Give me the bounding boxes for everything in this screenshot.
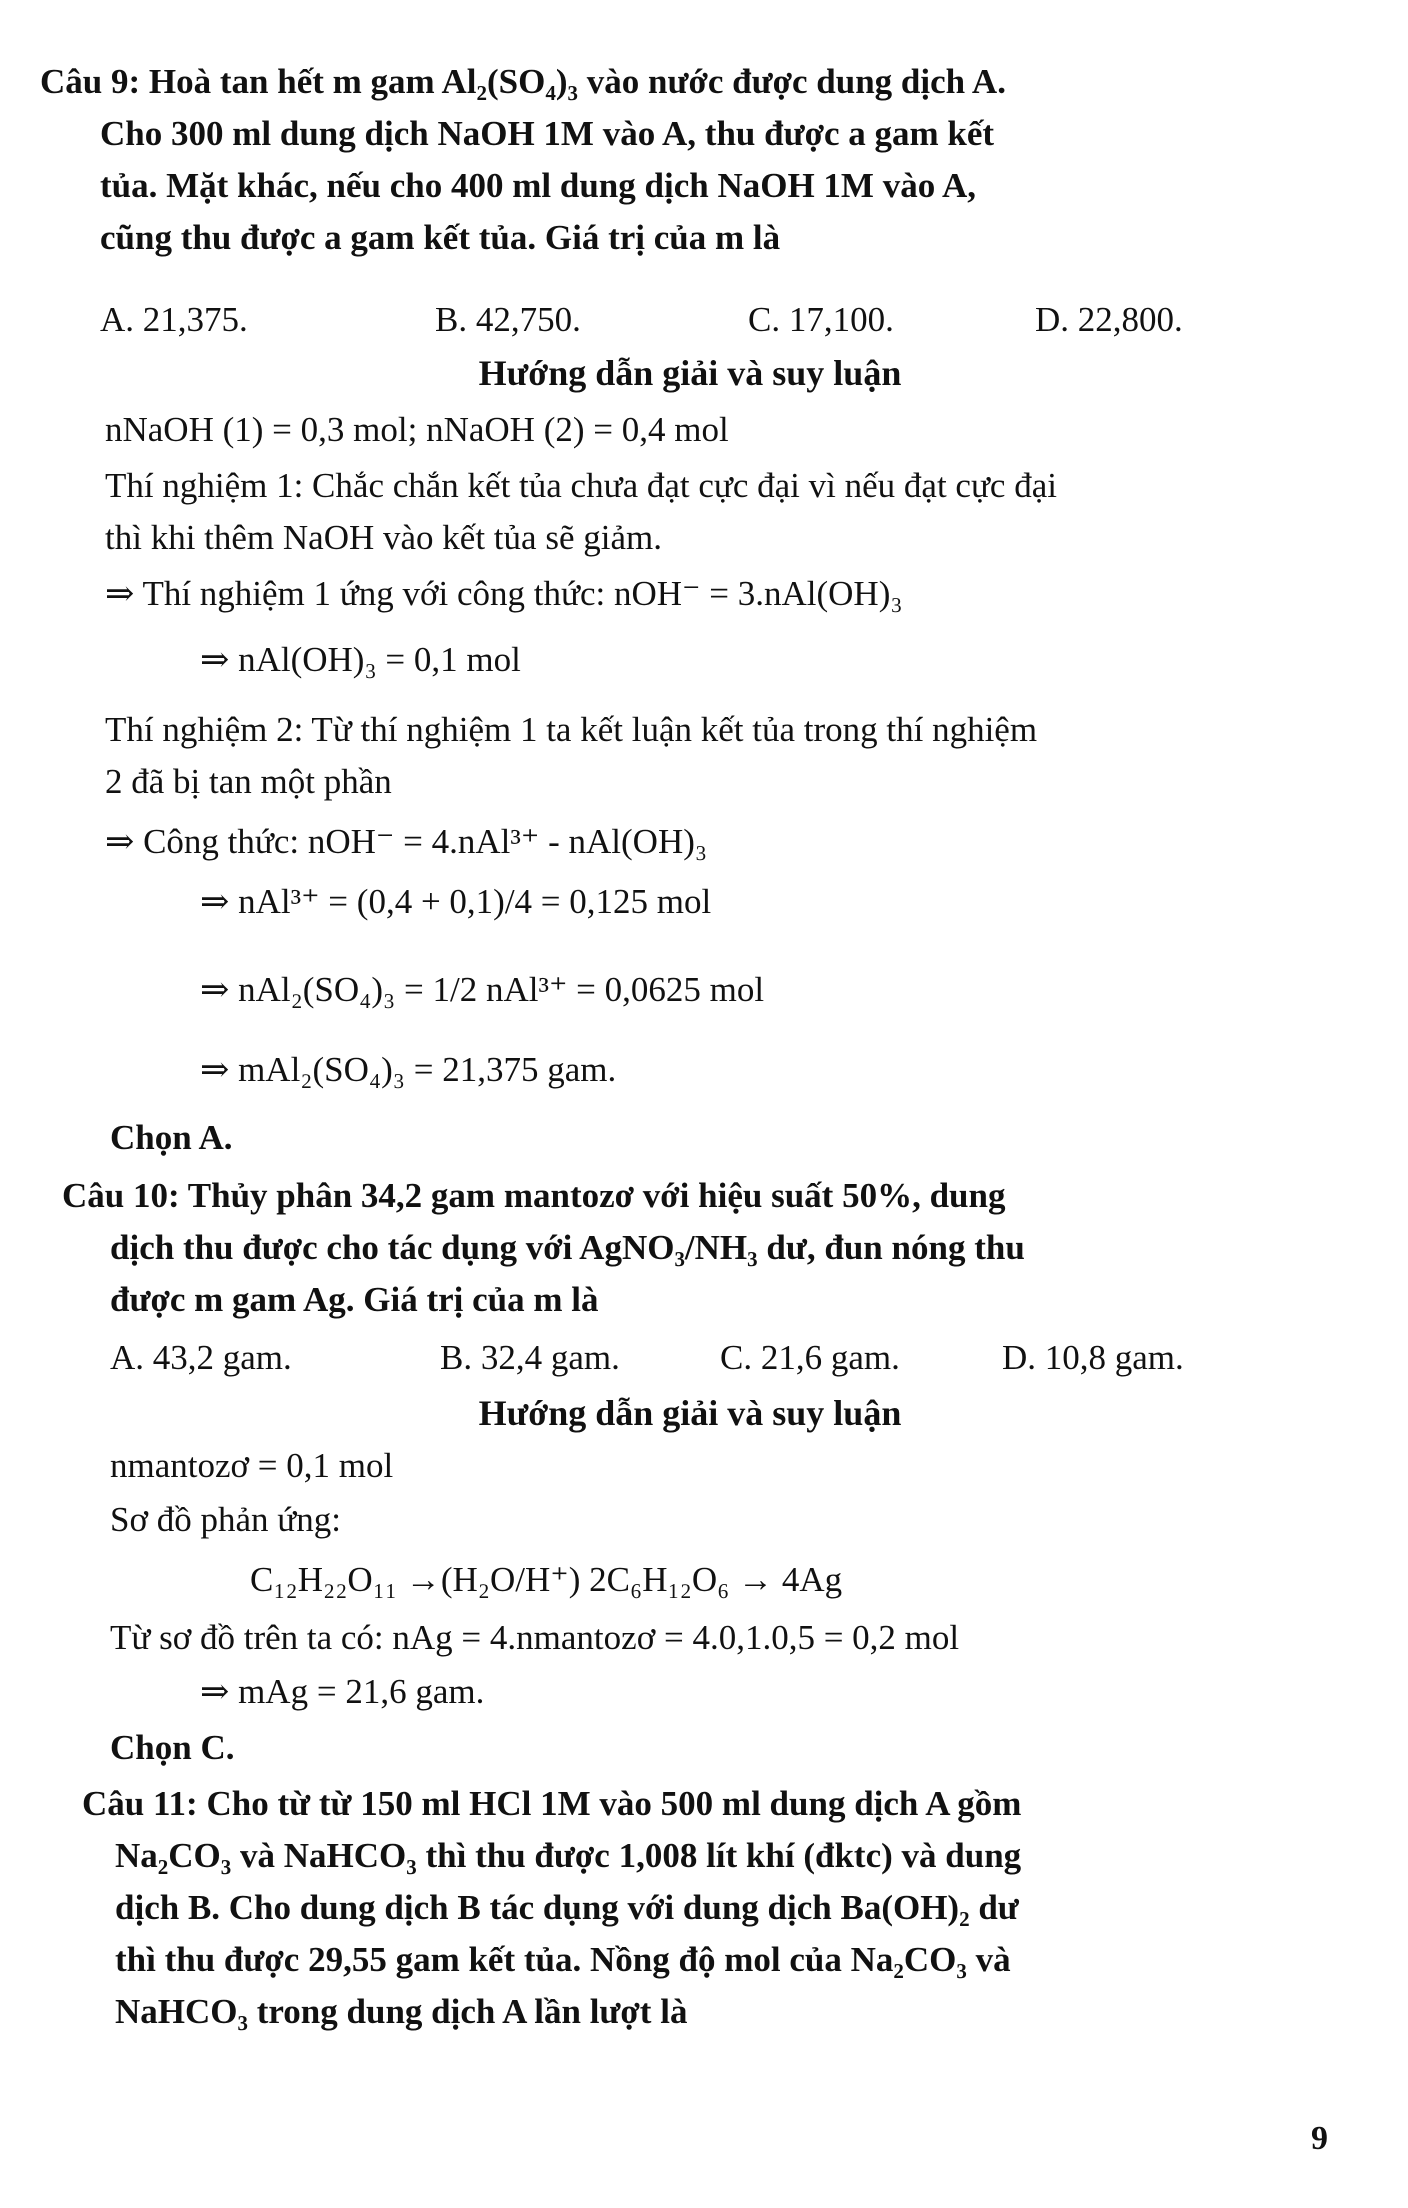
q9-line-1: Câu 9: Hoà tan hết m gam Al₂(SO₄)₃ vào nước được dung dịch A. [40,62,1006,101]
q9-line-3: tủa. Mặt khác, nếu cho 400 ml dung dịch NaOH 1M vào A, [100,166,977,205]
q10-solution-line-1: nmantozơ = 0,1 mol [110,1446,394,1485]
page-number: 9 [1311,2120,1328,2157]
q10-line-1: Câu 10: Thủy phân 34,2 gam mantozơ với hiệu suất 50%, dung [62,1176,1006,1215]
q9-solution-line-5: ⇒ nAl(OH)₃ = 0,1 mol [200,640,521,679]
q9-line-4: cũng thu được a gam kết tủa. Giá trị của m là [100,218,781,257]
q10-solution-header: Hướng dẫn giải và suy luận [478,1393,902,1433]
q9-line-2: Cho 300 ml dung dịch NaOH 1M vào A, thu được a gam kết [100,114,995,153]
q9-solution-line-2: Thí nghiệm 1: Chắc chắn kết tủa chưa đạt cực đại vì nếu đạt cực đại [105,466,1057,505]
q11-line-1: Câu 11: Cho từ từ 150 ml HCl 1M vào 500 ml dung dịch A gồm [82,1784,1022,1823]
q10-option-b: B. 32,4 gam. [440,1338,620,1377]
q9-answer: Chọn A. [110,1118,233,1157]
q11-line-2: Na₂CO₃ và NaHCO₃ thì thu được 1,008 lít khí (đktc) và dung [115,1836,1022,1875]
q9-option-d: D. 22,800. [1035,300,1183,339]
q9-option-c: C. 17,100. [748,300,894,339]
q11-line-3: dịch B. Cho dung dịch B tác dụng với dung dịch Ba(OH)₂ dư [115,1888,1019,1927]
q10-solution-line-3: C₁₂H₂₂O₁₁ →(H₂O/H⁺) 2C₆H₁₂O₆ → 4Ag [250,1560,843,1599]
q10-solution-line-2: Sơ đồ phản ứng: [110,1500,341,1539]
q9-option-a: A. 21,375. [100,300,248,339]
q9-solution-line-11: ⇒ mAl₂(SO₄)₃ = 21,375 gam. [200,1050,617,1089]
q11-line-5: NaHCO₃ trong dung dịch A lần lượt là [115,1992,688,2031]
q9-solution-line-6: Thí nghiệm 2: Từ thí nghiệm 1 ta kết luận kết tủa trong thí nghiệm [105,710,1038,749]
q9-solution-header: Hướng dẫn giải và suy luận [478,353,902,393]
q9-solution-line-7: 2 đã bị tan một phần [105,762,392,801]
q10-solution-line-5: ⇒ mAg = 21,6 gam. [200,1672,485,1711]
q10-line-3: được m gam Ag. Giá trị của m là [110,1280,599,1319]
q9-solution-line-9: ⇒ nAl³⁺ = (0,4 + 0,1)/4 = 0,125 mol [200,882,712,921]
q9-solution-line-10: ⇒ nAl₂(SO₄)₃ = 1/2 nAl³⁺ = 0,0625 mol [200,970,765,1009]
q10-line-2: dịch thu được cho tác dụng với AgNO₃/NH₃ dư, đun nóng thu [110,1228,1025,1267]
q9-solution-line-8: ⇒ Công thức: nOH⁻ = 4.nAl³⁺ - nAl(OH)₃ [105,822,708,861]
q10-option-d: D. 10,8 gam. [1002,1338,1184,1377]
q10-option-c: C. 21,6 gam. [720,1338,900,1377]
q10-option-a: A. 43,2 gam. [110,1338,292,1377]
q9-solution-line-3: thì khi thêm NaOH vào kết tủa sẽ giảm. [105,518,662,557]
q10-solution-line-4: Từ sơ đồ trên ta có: nAg = 4.nmantozơ = 4.0,1.0,5 = 0,2 mol [110,1618,960,1657]
q9-solution-line-4: ⇒ Thí nghiệm 1 ứng với công thức: nOH⁻ = 3.nAl(OH)₃ [105,574,903,613]
q10-answer: Chọn C. [110,1728,235,1767]
q9-option-b: B. 42,750. [435,300,581,339]
q11-line-4: thì thu được 29,55 gam kết tủa. Nồng độ mol của Na₂CO₃ và [115,1940,1011,1979]
q9-solution-line-1: nNaOH (1) = 0,3 mol; nNaOH (2) = 0,4 mol [105,410,729,449]
